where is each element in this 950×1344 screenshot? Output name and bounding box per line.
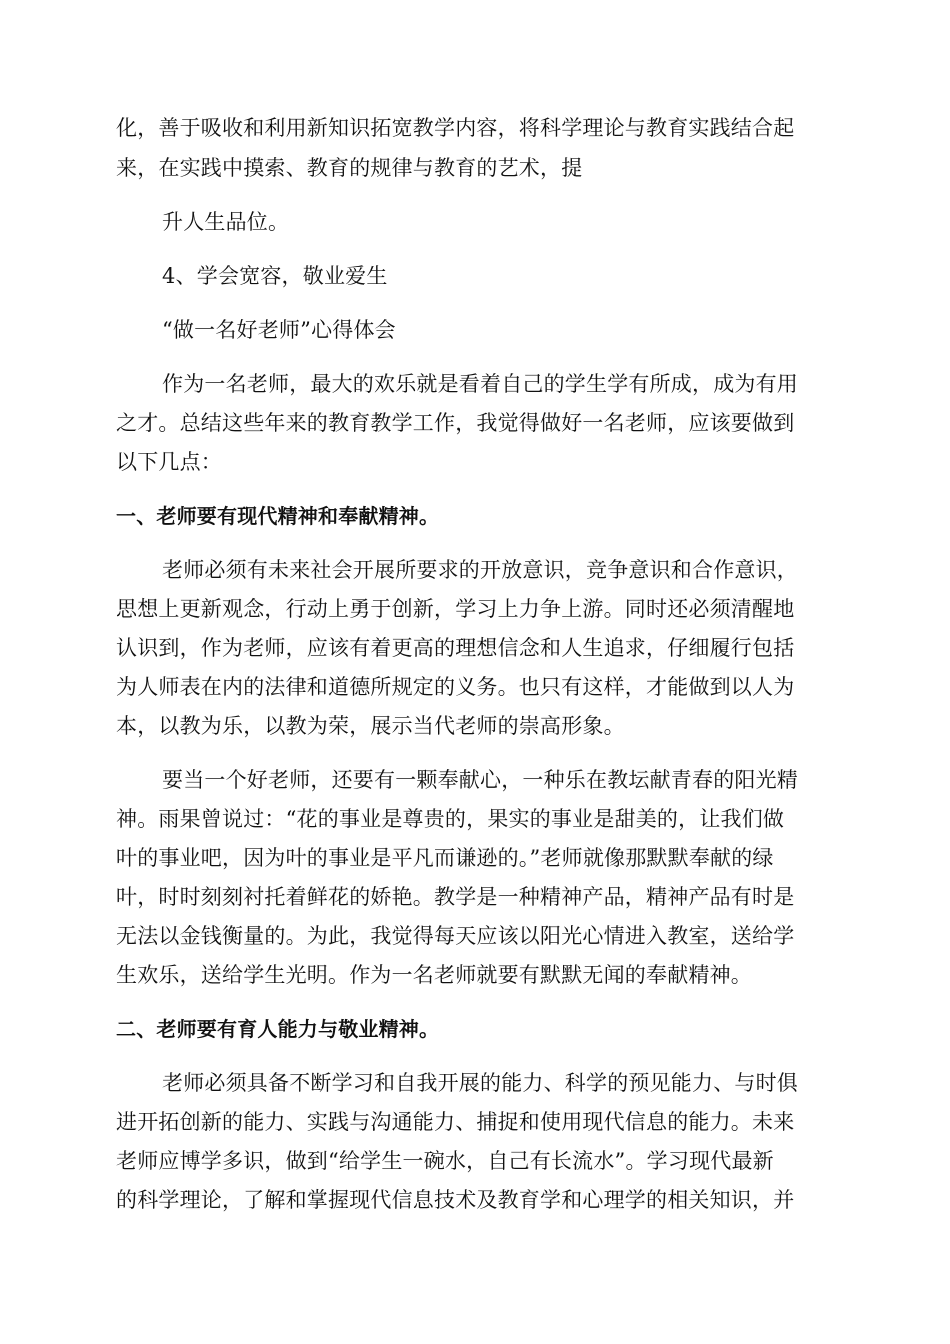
paragraph-line: 老师必须具备不断学习和自我开展的能力、科学的预见能力、与时俱 — [162, 1071, 798, 1095]
paragraph-line: 之才。总结这些年来的教育教学工作，我觉得做好一名老师，应该要做到 — [116, 411, 795, 435]
paragraph-line: 化，善于吸收和利用新知识拓宽教学内容，将科学理论与教育实践结合起 — [116, 116, 795, 140]
paragraph-line: 叶，时时刻刻衬托着鲜花的娇艳。教学是一种精神产品，精神产品有时是 — [116, 885, 795, 909]
paragraph-line: 无法以金钱衡量的。为此，我觉得每天应该以阳光心情进入教室，送给学 — [116, 924, 795, 948]
paragraph-line: 来，在实践中摸索、教育的规律与教育的艺术，提 — [116, 156, 583, 180]
section-heading: 一、老师要有现代精神和奉献精神。 — [116, 504, 440, 528]
paragraph-line: 本，以教为乐，以教为荣，展示当代老师的崇高形象。 — [116, 714, 625, 738]
paragraph-line: 老师应博学多识，做到“给学生一碗水，自己有长流水”。学习现代最新 — [116, 1149, 774, 1173]
paragraph-line: 认识到，作为老师，应该有着更高的理想信念和人生追求，仔细履行包括 — [116, 636, 795, 660]
paragraph-line: 以下几点： — [116, 450, 222, 474]
paragraph-line: 为人师表在内的法律和道德所规定的义务。也只有这样，才能做到以人为 — [116, 675, 795, 699]
paragraph-line: 思想上更新观念，行动上勇于创新，学习上力争上游。同时还必须清醒地 — [116, 597, 795, 621]
paragraph-line: 老师必须有未来社会开展所要求的开放意识，竞争意识和合作意识， — [162, 558, 798, 582]
paragraph-line: 生欢乐，送给学生光明。作为一名老师就要有默默无闻的奉献精神。 — [116, 963, 752, 987]
paragraph-line: 进开拓创新的能力、实践与沟通能力、捕捉和使用现代信息的能力。未来 — [116, 1110, 795, 1134]
paragraph-line: 升人生品位。 — [162, 210, 290, 234]
list-item: 4、学会宽容，敬业爱生 — [162, 264, 388, 288]
paragraph-line: 的科学理论，了解和掌握现代信息技术及教育学和心理学的相关知识，并 — [116, 1188, 795, 1212]
paragraph-line: 要当一个好老师，还要有一颗奉献心，一种乐在教坛献青春的阳光精 — [162, 768, 798, 792]
paragraph-line: 神。雨果曾说过：“花的事业是尊贵的，果实的事业是甜美的，让我们做 — [116, 807, 785, 831]
section-heading: 二、老师要有育人能力与敬业精神。 — [116, 1017, 440, 1041]
paragraph-line: 作为一名老师，最大的欢乐就是看着自己的学生学有所成，成为有用 — [162, 372, 798, 396]
paragraph-line: 叶的事业吧，因为叶的事业是平凡而谦逊的。”老师就像那默默奉献的绿 — [116, 846, 774, 870]
section-title: “做一名好老师”心得体会 — [162, 318, 396, 342]
